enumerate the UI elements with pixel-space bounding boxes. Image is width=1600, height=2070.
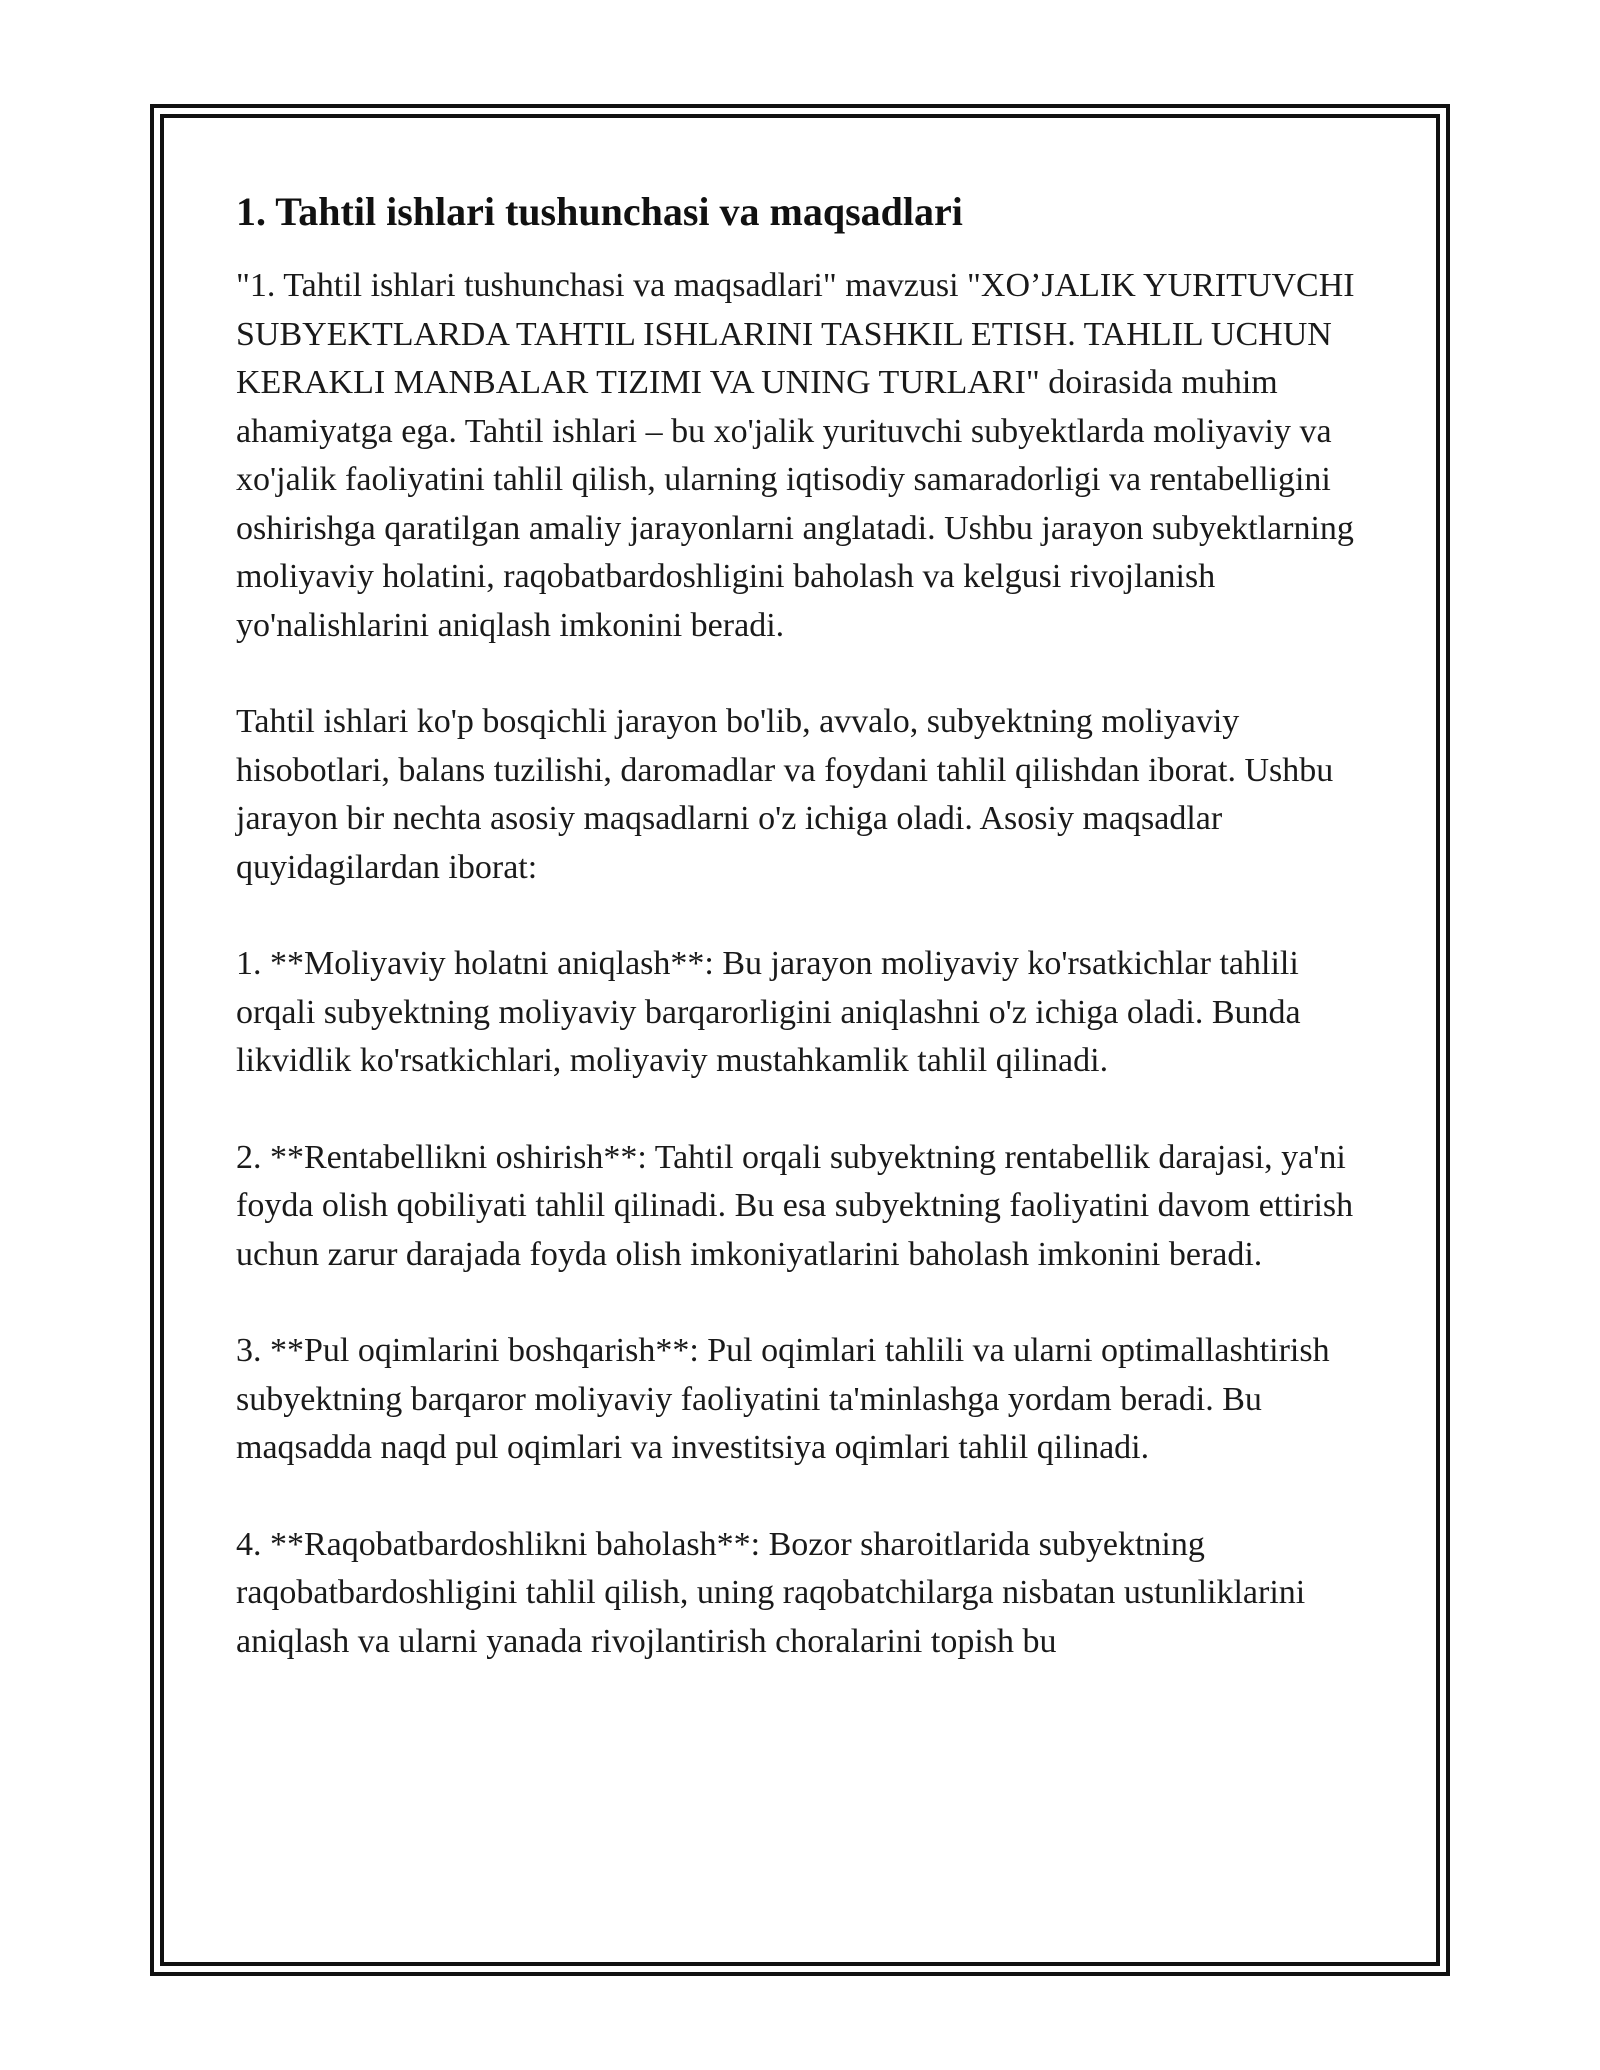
document-body (236, 184, 1376, 1714)
section-heading: 1. Tahtil ishlari tushunchasi va maqsadlari (236, 189, 963, 234)
goal-item-1: 1. **Moliyaviy holatni aniqlash**: Bu jarayon moliyaviy ko'rsatkichlar tahlili orqali subyektning moliyaviy barqarorligini aniqlashni o'z ichiga oladi. Bunda likvidlik ko'rsatkichlari, moliyaviy mustahkamlik tahlil qilinadi. (236, 945, 1301, 1079)
goal-item-3: 3. **Pul oqimlarini boshqarish**: Pul oqimlari tahlili va ularni optimallashtirish subyektning barqaror moliyaviy faoliyatini ta'minlashga yordam beradi. Bu maqsadda naqd pul oqimlari va investitsiya oqimlari tahlil qilinadi. (236, 1332, 1330, 1466)
goal-item-2: 2. **Rentabellikni oshirish**: Tahtil orqali subyektning rentabellik darajasi, ya'ni foyda olish qobiliyati tahlil qilinadi. Bu esa subyektning faoliyatini davom ettirish uchun zarur darajada foyda olish imkoniyatlarini baholash imkonini beradi. (236, 1138, 1354, 1273)
process-paragraph: Tahtil ishlari ko'p bosqichli jarayon bo'lib, avvalo, subyektning moliyaviy hisobotlari, balans tuzilishi, daromadlar va foydani tahlil qilishdan iborat. Ushbu jarayon bir nechta asosiy maqsadlarni o'z ichiga oladi. Asosiy maqsadlar quyidagilardan iborat: (236, 703, 1334, 886)
goal-item-4: 4. **Raqobatbardoshlikni baholash**: Bozor sharoitlarida subyektning raqobatbardoshligini tahlil qilish, uning raqobatchilarga nisbatan ustunliklarini aniqlash va ularni yanada rivojlantirish choralarini topish bu (236, 1525, 1306, 1660)
intro-paragraph: "1. Tahtil ishlari tushunchasi va maqsadlari" mavzusi "XO’JALIK YURITUVCHI SUBYEKTLARDA TAHTIL ISHLARINI TASHKIL ETISH. TAHLIL UCHUN KERAKLI MANBALAR TIZIMI VA UNING TURLARI" doirasida muhim ahamiyatga ega. Tahtil ishlari – bu xo'jalik yurituvchi subyektlarda moliyaviy va xo'jalik faoliyatini tahlil qilish, ularning iqtisodiy samaradorligi va rentabelligini oshirishga qaratilgan amaliy jarayonlarni anglatadi. Ushbu jarayon subyektlarning moliyaviy holatini, raqobatbardoshligini baholash va kelgusi rivojlanish yo'nalishlarini aniqlash imkonini beradi. (236, 267, 1355, 644)
